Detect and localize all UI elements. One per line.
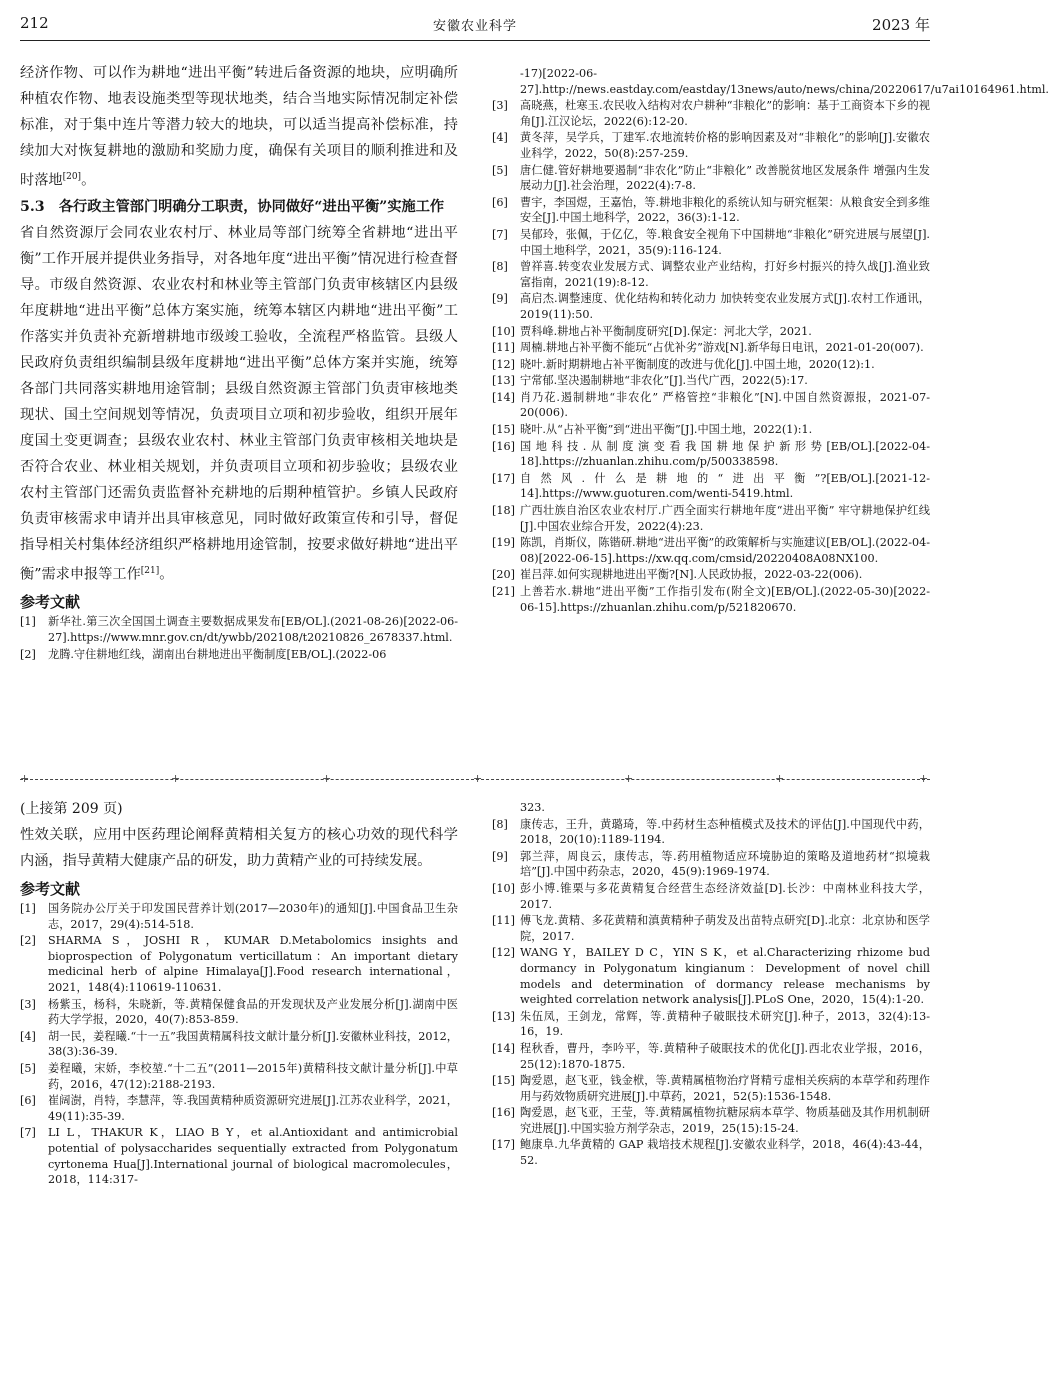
reference-number: [9] [492,292,508,306]
reference-item [492,195,930,226]
divider-mark: + [919,772,929,785]
reference-text: 吴郁玲，张佩，于亿亿，等.粮食安全视角下中国耕地“非粮化”研究进展与展望[J].中国土地科学，2021，35(9):116-124. [520,227,930,257]
reference-number: [14] [492,1041,515,1055]
reference-item [492,163,930,194]
reference-number: [8] [492,817,508,831]
reference-text: SHARMA S，JOSHI R，KUMAR D.Metabolomics insights and bioprospection of Polygonatum verticillatum：An important dietary medicinal herb of alpine Himalaya[J].Food research international，2021，148(4):110619-110631. [48,934,458,994]
references-heading: 参考文献 [20,880,81,898]
paragraph-end: 。 [159,566,174,583]
reference-text: 陶爱恩，赵飞亚，钱金栿，等.黄精属植物治疗肾精亏虚相关疾病的本草学和药理作用与药效物质研究进展[J].中草药，2021，52(5):1536-1548. [520,1074,930,1103]
divider-mark: + [624,772,634,785]
reference-number: [5] [20,1061,36,1075]
reference-text: LI L，THAKUR K，LIAO B Y，et al.Antioxidant and antimicrobial potential of polysaccharides sequentially extracted from Polygonatum cyrtonema Hua[J].International journal of biological macromolecules，2018，114:317- [48,1126,458,1187]
reference-item [492,259,930,290]
reference-text: 傅飞龙.黄精、多花黄精和滇黄精种子萌发及出苗特点研究[D].北京：北京协和医学院，2017. [520,914,930,943]
page-number: 212 [20,14,49,32]
reference-number: [17] [492,1138,515,1152]
top-left-column [20,60,458,663]
reference-item [20,1029,458,1060]
reference-item [492,945,930,1007]
reference-item [492,98,930,129]
page-header [20,10,930,41]
body-paragraph: 性效关联，应用中医药理论阐释黄精相关复方的核心功效的现代科学内涵，指导黄精大健康产品的研发，助力黄精产业的可持续发展。 [20,827,458,869]
reference-number: [12] [492,946,515,960]
reference-text: 姜程曦，宋娇，李校堃.“十二五”(2011—2015年)黄精科技文献计量分析[J].中草药，2016，47(12):2188-2193. [48,1061,458,1091]
reference-text: 崔吕萍.如何实现耕地进出平衡?[N].人民政协报，2022-03-22(006). [520,568,863,582]
section-divider [20,772,930,790]
reference-number: [9] [492,849,508,863]
reference-item [492,584,930,615]
reference-text: 宁常郁.坚决遏制耕地“非农化”[J].当代广西，2022(5):17. [520,374,808,388]
reference-item [492,503,930,534]
reference-item [492,130,930,161]
reference-text: 周楠.耕地占补平衡不能玩“占优补劣”游戏[N].新华每日电讯，2021-01-20(007). [520,341,924,355]
reference-item [20,933,458,995]
reference-number: [17] [492,471,515,485]
reference-text: 黄冬萍，吴学兵，丁建军.农地流转价格的影响因素及对“非粮化”的影响[J].安徽农业科学，2022，50(8):257-259. [520,131,930,160]
reference-text: 彭小博.锥栗与多花黄精复合经营生态经济效益[D].长沙：中南林业科技大学，2017. [520,881,930,911]
reference-text: -17)[2022-06-27].http://news.eastday.com/eastday/13news/auto/news/china/20220617/u7ai10164961.html. [520,67,1049,96]
reference-item [492,291,930,322]
reference-item [492,422,930,438]
reference-text: 胡一民，姜程曦.“十一五”我国黄精属科技文献计量分析[J].安徽林业科技，2012，38(3):36-39. [48,1029,458,1059]
reference-text: 唐仁健.管好耕地要遏制“非农化”防止“非粮化” 改善脱贫地区发展条件 增强内生发展动力[J].社会治理，2022(4):7-8. [520,163,930,193]
reference-item [492,1073,930,1104]
reference-item [20,614,458,645]
reference-text: 肖乃花.遏制耕地“非农化” 严格管控“非粮化”[N].中国自然资源报，2021-07-20(006). [520,390,930,420]
reference-number: [10] [492,324,515,338]
reference-text: 国务院办公厅关于印发国民营养计划(2017—2030年)的通知[J].中国食品卫生杂志，2017，29(4):514-518. [48,902,458,931]
body-paragraph [20,60,458,194]
reference-number: [6] [492,195,508,209]
reference-number: [5] [492,163,508,177]
reference-item [492,357,930,373]
reference-number: [16] [492,439,515,453]
divider-mark: + [171,772,181,785]
reference-number: [18] [492,504,515,518]
reference-text: 龙腾.守住耕地红线，湖南出台耕地进出平衡制度[EB/OL].(2022-06 [48,647,387,661]
reference-item [492,567,930,583]
reference-continuation [492,800,930,816]
reference-item [492,227,930,258]
reference-text: 杨紫玉，杨科，朱晓新，等.黄精保健食品的开发现状及产业发展分析[J].湖南中医药大学学报，2020，40(7):853-859. [48,997,458,1027]
reference-item [492,913,930,944]
reference-text: 鲍康阜.九华黄精的 GAP 栽培技术规程[J].安徽农业科学，2018，46(4):43-44，52. [520,1138,930,1168]
reference-number: [13] [492,374,515,388]
reference-number: [10] [492,881,515,895]
divider-mark: + [20,772,30,785]
reference-text: 曾祥喜.转变农业发展方式、调整农业产业结构，打好乡村振兴的持久战[J].渔业致富指南，2021(19):8-12. [520,260,930,289]
reference-item [492,471,930,502]
reference-text: 高晓燕，杜寒玉.农民收入结构对农户耕种“非粮化”的影响：基于工商资本下乡的视角[J].江汉论坛，2022(6):12-20. [520,99,930,128]
reference-item [492,1105,930,1136]
reference-number: [14] [492,390,515,404]
reference-item [20,1061,458,1092]
reference-list [492,66,1049,615]
reference-continuation [492,66,1049,97]
reference-number: [6] [20,1094,36,1108]
paragraph-text: 经济作物、可以作为耕地“进出平衡”转进后备资源的地块，应明确所种植农作物、地表设施类型等现状地类，结合当地实际情况制定补偿标准，对于集中连片等潜力较大的地块，可以适当提高补偿标准，持续加大对恢复耕地的激励和奖励力度，确保有关项目的顺利推进和及时落地 [20,65,458,189]
reference-text: 朱伍凤，王剑龙，常辉，等.黄精种子破眠技术研究[J].种子，2013，32(4):13-16，19. [520,1009,930,1039]
reference-item [492,324,930,340]
reference-text: 晓叶.新时期耕地占补平衡制度的改进与优化[J].中国土地，2020(12):1. [520,357,875,371]
reference-text: 陶爱恩，赵飞亚，王莹，等.黄精属植物抗糖尿病本草学、物质基础及其作用机制研究进展[J].中国实验方剂学杂志，2019，25(15):15-24. [520,1106,930,1135]
reference-text: 陈凯，肖斯仪，陈锴研.耕地“进出平衡”的政策解析与实施建议[EB/OL].(2022-04-08)[2022-06-15].https://xw.qq.com/cmsid/20220408A08NX100. [520,536,930,565]
reference-list [492,800,930,1169]
reference-item [492,849,930,880]
reference-text: 上善若水.耕地“进出平衡”工作指引发布(附全文)[EB/OL].(2022-05-30)[2022-06-15].https://zhuanlan.zhihu.com/p/521820670. [520,585,930,614]
section-heading: 5.3 各行政主管部门明确分工职责，协同做好“进出平衡”实施工作 [20,198,445,215]
reference-number: [11] [492,341,515,355]
reference-number: [20] [492,568,515,582]
reference-text: 康传志，王升，黄璐琦，等.中药材生态种植模式及技术的评估[J].中国现代中药，2018，20(10):1189-1194. [520,817,930,847]
reference-number: [4] [20,1029,36,1043]
reference-item [20,1093,458,1124]
bottom-right-column [492,800,930,1170]
reference-item [20,647,458,663]
reference-number: [8] [492,260,508,274]
reference-text: 高启杰.调整速度、优化结构和转化动力 加快转变农业发展方式[J].农村工作通讯，2019(11):50. [520,292,930,321]
reference-item [20,1125,458,1187]
reference-number: [7] [20,1126,36,1140]
reference-number: [2] [20,647,36,661]
reference-number: [15] [492,423,515,437]
reference-item [20,901,458,932]
reference-number: [1] [20,902,36,915]
journal-title: 安徽农业科学 [432,19,517,34]
reference-number: [19] [492,536,515,550]
divider-mark: + [775,772,785,785]
reference-item [492,535,930,566]
reference-text: 323. [520,801,545,814]
reference-item [492,1009,930,1040]
citation: [20] [62,172,82,182]
paragraph-text: 省自然资源厅会同农业农村厅、林业局等部门统筹全省耕地“进出平衡”工作开展并提供业务指导，对各地年度“进出平衡”情况进行检查督导。市级自然资源、农业农村和林业等主管部门负责审核辖区内县级年度耕地“进出平衡”总体方案实施，统筹本辖区内耕地“进出平衡”工作落实并负责补充新增耕地市级竣工验收，全流程严格监管。县级人民政府负责组织编制县级年度耕地“进出平衡”总体方案并实施，统筹各部门共同落实耕地用途管制；县级自然资源主管部门负责审核地类现状、国土空间规划等情况，负责项目立项和初步验收，组织开展年度国土变更调查；县级农业农村、林业主管部门负责审核相关地块是否符合农业、林业相关规划，并负责项目立项和初步验收；县级农业农村主管部门还需负责监督补充耕地的后期种植管护。乡镇人民政府负责审核需求申请并出具审核意见，同时做好政策宣传和引导，督促指导相关村集体经济组织严格耕地用途管制，按要求做好耕地“进出平衡”需求申报等工作 [20,198,459,583]
reference-number: [15] [492,1074,515,1088]
reference-number: [3] [20,997,36,1011]
reference-number: [13] [492,1009,515,1023]
reference-item [492,390,930,421]
reference-item [492,1137,930,1168]
reference-number: [21] [492,585,515,598]
top-right-column [492,66,1049,616]
reference-number: [1] [20,615,36,629]
reference-item [492,817,930,848]
reference-item [492,373,930,389]
reference-item [492,340,930,356]
reference-item [20,997,458,1028]
paragraph-end: 。 [81,172,96,189]
continued-note: (上接第 209 页) [20,801,123,817]
reference-text: 曹宇，李国煜，王嘉怡，等.耕地非粮化的系统认知与研究框架：从粮食安全到多维安全[J].中国土地科学，2022，36(3):1-12. [520,195,930,225]
section-paragraph [20,194,458,588]
reference-item [492,1041,930,1072]
reference-number: [2] [20,934,36,948]
reference-text: 崔阔澍，肖特，李慧萍，等.我国黄精种质资源研究进展[J].江苏农业科学，2021，49(11):35-39. [48,1094,458,1123]
divider-mark: + [322,772,332,785]
publication-year: 2023 年 [872,16,930,34]
bottom-left-column [20,796,458,1189]
reference-text: 晓叶.从“占补平衡”到“进出平衡”[J].中国土地，2022(1):1. [520,423,813,437]
reference-text: 郭兰萍，周良云，康传志，等.药用植物适应环境胁迫的策略及道地药材“拟境栽培”[J].中国中药杂志，2020，45(9):1969-1974. [520,849,930,879]
reference-list [20,614,458,662]
reference-text: 国地科技.从制度演变看我国耕地保护新形势[EB/OL].[2022-04-18].https://zhuanlan.zhihu.com/p/500338598. [520,439,930,469]
divider-mark: + [473,772,483,785]
references-heading: 参考文献 [20,593,81,612]
reference-item [492,439,930,470]
reference-text: 贾科峰.耕地占补平衡制度研究[D].保定：河北大学，2021. [520,324,812,338]
reference-number: [16] [492,1106,515,1120]
reference-number: [4] [492,131,508,145]
reference-number: [3] [492,99,508,113]
reference-text: 新华社.第三次全国国土调查主要数据成果发布[EB/OL].(2021-08-26)[2022-06-27].https://www.mnr.gov.cn/dt/ywbb/202108/t20210826_2678337.html. [48,615,458,645]
reference-text: 程秋香，曹丹，李吟平，等.黄精种子破眠技术的优化[J].西北农业学报，2016，25(12):1870-1875. [520,1041,930,1071]
reference-text: 自然风.什么是耕地的“进出平衡”?[EB/OL].[2021-12-14].https://www.guoturen.com/wenti-5419.html. [520,471,930,501]
reference-text: WANG Y，BAILEY D C，YIN S K，et al.Characterizing rhizome bud dormancy in Polygonatum kingianum：Development of novel chill models and determination of dormancy release mechanisms by weighted correlation network analysis[J].PLoS One，2020，15(4):1-20. [520,946,930,1007]
reference-list [20,901,458,1188]
reference-number: [11] [492,914,515,928]
reference-item [492,881,930,912]
reference-number: [12] [492,357,515,371]
reference-text: 广西壮族自治区农业农村厅.广西全面实行耕地年度“进出平衡” 牢守耕地保护红线[J].中国农业综合开发，2022(4):23. [520,504,930,533]
reference-number: [7] [492,227,508,241]
citation: [21] [140,565,160,576]
